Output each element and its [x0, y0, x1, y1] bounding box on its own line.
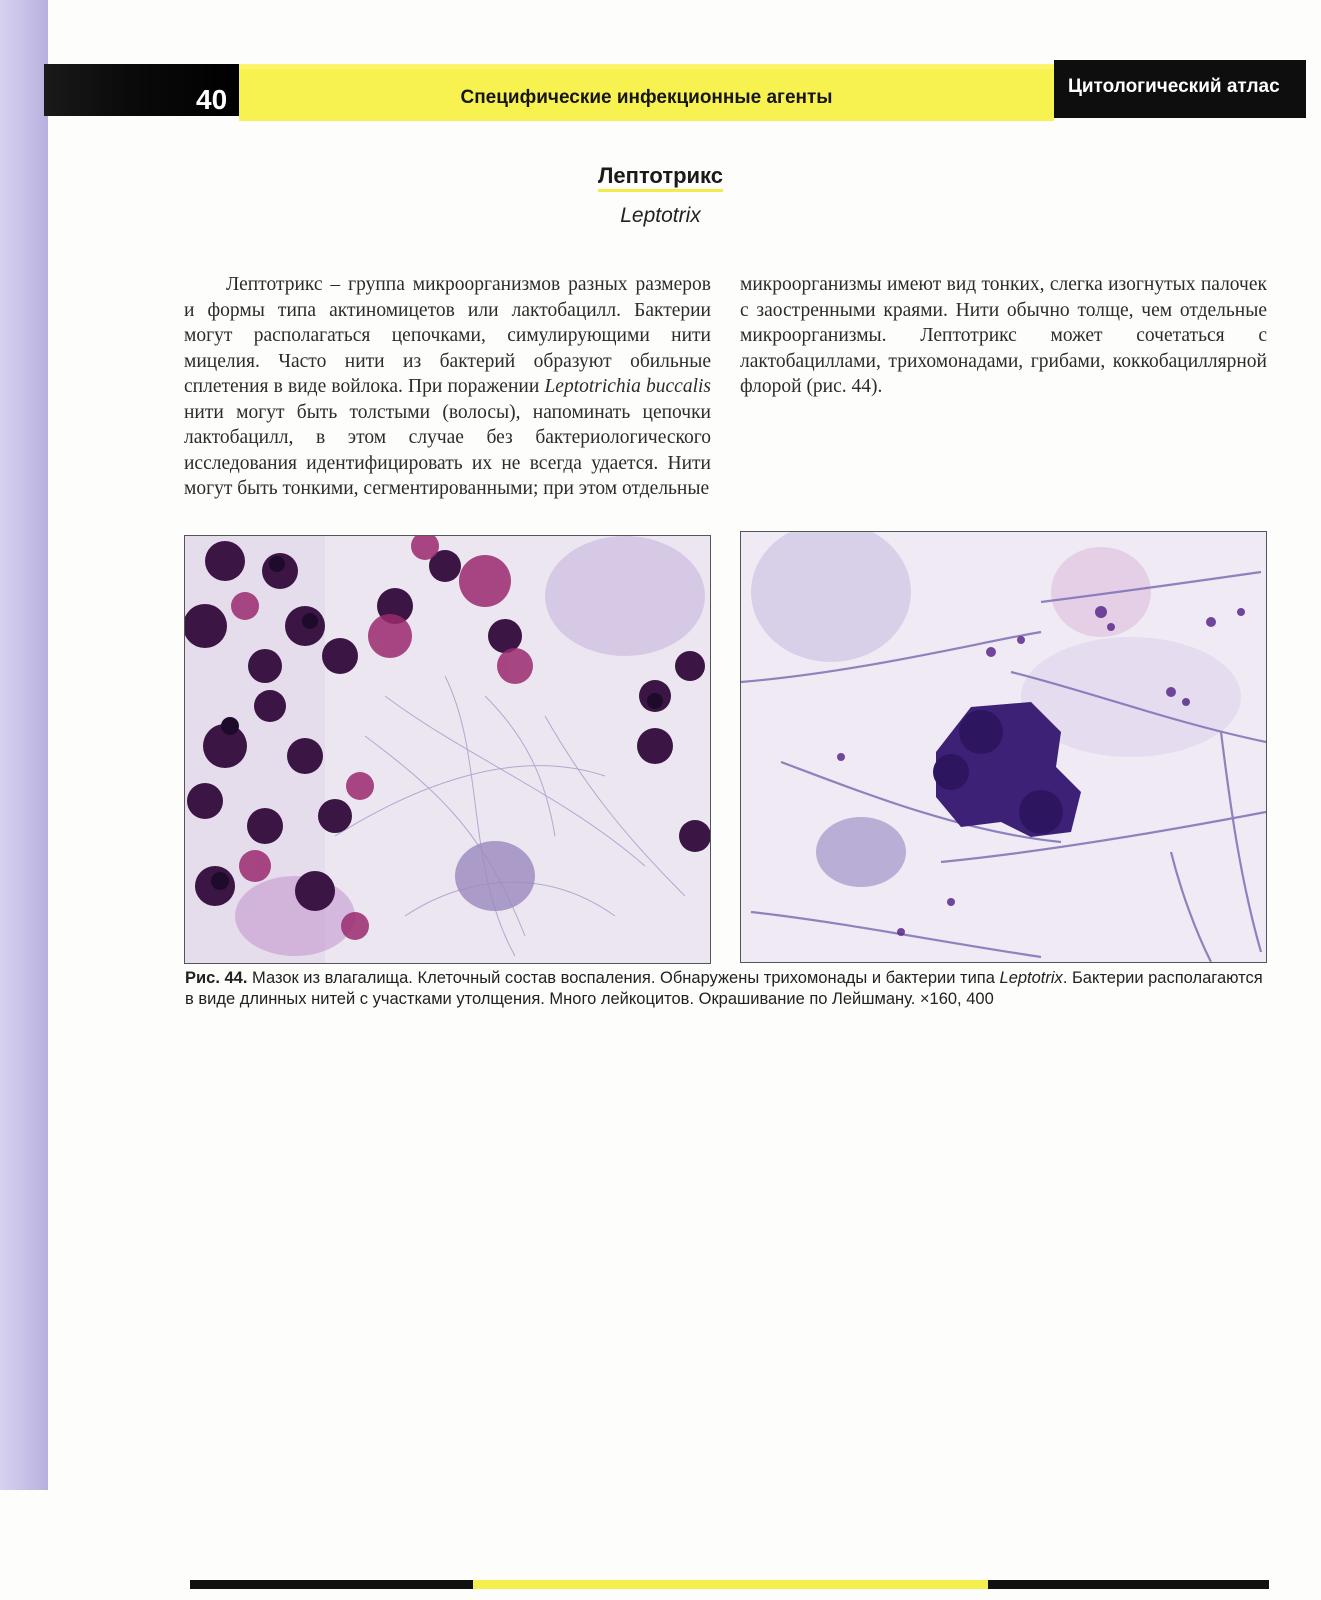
article-body-right: микроорганизмы имеют вид тонких, слегка изогнутых палочек с заостренными краями. Нити обычно толще, чем отдельные микроорганизмы. Лептотрикс может сочетаться с лактобациллами, трихомонадами, грибами, коккобациллярной флорой (рис. 44). — [740, 274, 1267, 397]
figure-caption — [185, 968, 1265, 1010]
article-subtitle: Leptotrix — [620, 204, 701, 227]
header-right-block — [1054, 60, 1306, 118]
page-number: 40 — [196, 84, 228, 115]
article-body-left — [184, 272, 711, 502]
micrograph-left — [184, 535, 711, 964]
footer-yellow-segment — [473, 1580, 988, 1589]
header-section-bar — [239, 64, 1054, 121]
caption-latin: Leptotrix — [999, 969, 1063, 987]
article-title-text: Лептотрикс — [598, 163, 723, 192]
figure-label: Рис. 44. — [185, 969, 248, 987]
section-title: Специфические инфекционные агенты — [460, 87, 833, 108]
caption-text-1: Мазок из влагалища. Клеточный состав воспаления. Обнаружены трихомонады и бактерии типа — [247, 969, 1000, 987]
page-header — [44, 58, 1280, 118]
micrograph-right — [740, 531, 1267, 963]
body-text-latin: Leptotrichia buccalis — [544, 376, 712, 397]
header-left-block — [44, 64, 239, 116]
article-title — [0, 163, 1321, 189]
book-title: Цитологический атлас — [1068, 76, 1280, 97]
body-text-part2: нити могут быть толстыми (волосы), напоминать цепочки лактобацилл, в этом случае без бактериологического исследования идентифицировать их не всегда удается. Нити могут быть тонкими, сегментированными; при этом отдельные — [184, 401, 711, 499]
caption-text-2: . Бактерии располагаются в виде длинных нитей с участками утолщения. Много лейкоцитов. Окрашивание по Лейшману. ×160, 400 — [185, 969, 1263, 1008]
body-text-part1: Лептотрикс – группа микроорганизмов разных размеров и формы типа актиномицетов или лактобацилл. Бактерии могут располагаться цепочками, симулирующими нити мицелия. Часто нити из бактерий образуют обильные сплетения в виде войлока. При поражении — [184, 274, 711, 397]
footer-bar — [190, 1580, 1269, 1589]
